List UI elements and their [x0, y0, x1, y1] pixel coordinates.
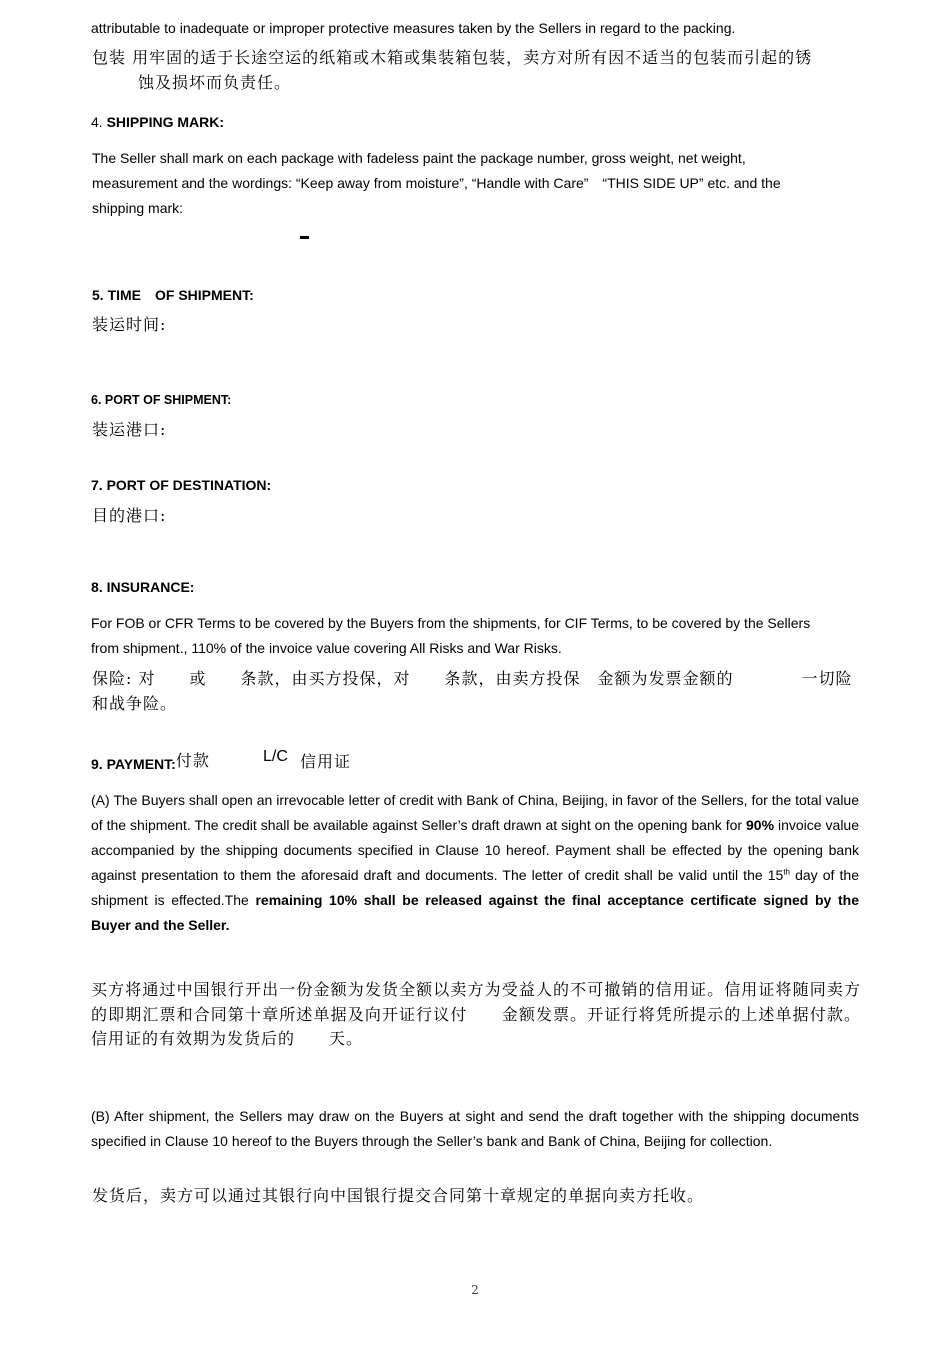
payment-clause-a-part3: day of the shipment is effected.The	[91, 867, 859, 908]
payment-heading-chinese: 付款	[175, 751, 210, 770]
payment-heading-row	[91, 748, 210, 771]
page-number: 2	[471, 1283, 479, 1297]
payment-heading: 9. PAYMENT:	[91, 756, 176, 772]
payment-clause-a-ordinal: th	[783, 867, 790, 877]
port-of-destination-heading: 7. PORT OF DESTINATION:	[91, 477, 272, 493]
port-of-destination-chinese: 目的港口:	[92, 506, 167, 525]
payment-clause-a-chinese: 买方将通过中国银行开出一份金额为发货全额以卖方为受益人的不可撤销的信用证。信用证将随同卖方的即期汇票和合同第十章所述单据及向开证行议付 金额发票。开证行将凭所提示的上述单据付款。信用证的有效期为发货后的 天。	[91, 980, 861, 1048]
payment-clause-b: (B) After shipment, the Sellers may draw on the Buyers at sight and send the draft together with the shipping documents specified in Clause 10 hereof to the Buyers through the Seller’s bank and Bank of China, Beijing for collection.	[91, 1108, 859, 1149]
time-of-shipment-heading: 5. TIME OF SHIPMENT:	[92, 287, 254, 303]
shipping-mark-heading	[91, 114, 224, 130]
payment-clause-a	[91, 788, 859, 938]
insurance-chinese-line2: 和战争险。	[92, 694, 178, 713]
shipping-mark-number: 4.	[91, 114, 103, 130]
packing-english-tail: attributable to inadequate or improper protective measures taken by the Sellers in regard to the packing.	[91, 20, 736, 36]
payment-clause-a-part1: (A) The Buyers shall open an irrevocable letter of credit with Bank of China, Beijing, in favor of the Sellers, for the total value of the shipment. The credit shall be available against Seller’s draft drawn at sight on the opening bank for	[91, 792, 859, 833]
port-of-shipment-heading: 6. PORT OF SHIPMENT:	[91, 393, 232, 407]
payment-clause-a-part2: invoice value accompanied by the shipping documents specified in Clause 10 hereof. Payment shall be effected by the opening bank against presentation to them the aforesaid draft and documents. The letter of credit shall be valid until the 15	[91, 817, 860, 883]
shipping-mark-text: The Seller shall mark on each package with fadeless paint the package number, gross weight, net weight, measurement and the wordings: “Keep away from moisture”, “Handle with Care” “THIS SIDE UP” etc. and the shipping mark:	[92, 150, 781, 216]
port-of-shipment-chinese: 装运港口:	[92, 420, 167, 439]
time-of-shipment-chinese: 装运时间:	[92, 315, 167, 334]
shipping-mark-title: SHIPPING MARK:	[106, 114, 225, 130]
payment-lc-chinese: 信用证	[300, 752, 352, 771]
payment-clause-b-chinese: 发货后，卖方可以通过其银行向中国银行提交合同第十章规定的单据向卖方托收。	[92, 1186, 705, 1205]
packing-chinese-line1: 包装 用牢固的适于长途空运的纸箱或木箱或集装箱包装，卖方对所有因不适当的包装而引起的锈	[92, 48, 813, 67]
payment-lc: L/C	[263, 748, 288, 765]
insurance-chinese-line1: 保险: 对 或 条款，由买方投保，对 条款，由卖方投保 金额为发票金额的 一切险	[92, 669, 853, 688]
payment-clause-a-percent: 90%	[746, 817, 775, 833]
shipping-mark-placeholder	[300, 236, 309, 239]
payment-clause-a-release: remaining 10% shall be released against the final acceptance certificate signed by the Buyer and the Seller.	[91, 892, 859, 933]
insurance-text: For FOB or CFR Terms to be covered by the Buyers from the shipments, for CIF Terms, to be covered by the Sellers from shipment., 110% of the invoice value covering All Risks and War Risks.	[91, 615, 811, 656]
packing-chinese-line2: 蚀及损坏而负责任。	[138, 73, 292, 92]
insurance-heading: 8. INSURANCE:	[91, 579, 195, 595]
